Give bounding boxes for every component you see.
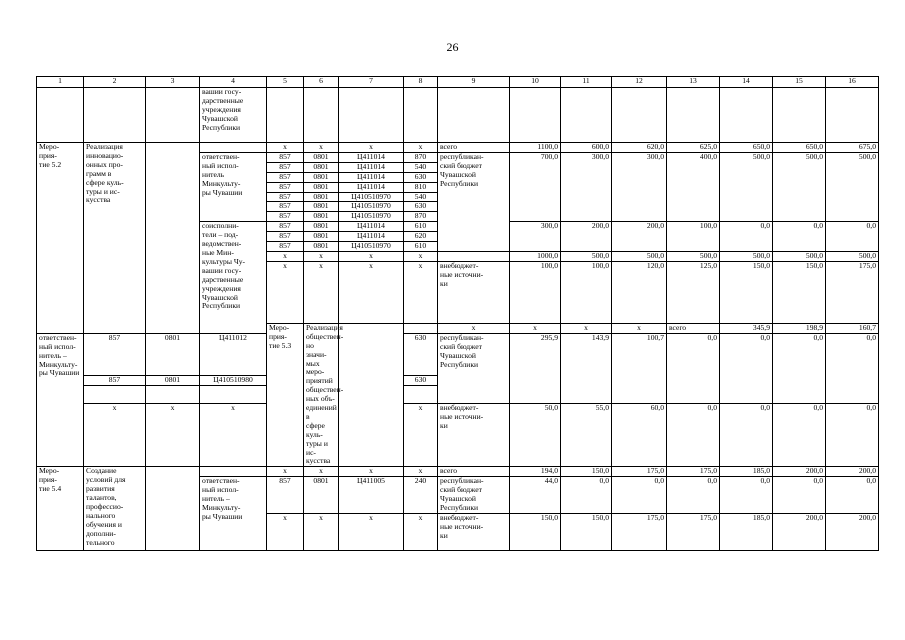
code-cell: Ц411014	[339, 222, 404, 232]
measure-code: Меро- прия- тие 5.2	[37, 143, 84, 334]
code-cell: Ц411012	[200, 333, 267, 376]
code-cell: 810	[404, 182, 438, 192]
value-cell: 0,0	[826, 477, 879, 514]
code-cell: 0801	[146, 376, 200, 386]
value-cell: 600,0	[561, 143, 612, 153]
measure-name: Реализация инновацио- онных про- грамм в сфере куль- туры и ис- кусства	[84, 143, 146, 334]
value-cell: 55,0	[561, 404, 612, 467]
code-cell: 0801	[304, 212, 339, 222]
measure-code: Меро- прия- тие 5.3	[267, 323, 304, 467]
measure-name: Создание условий для развития талантов, профессио- нального обучения и дополни- тельного	[84, 467, 146, 551]
code-cell: 857	[267, 192, 304, 202]
code-cell: x	[304, 467, 339, 477]
code-cell: 0801	[304, 162, 339, 172]
budget-table	[36, 76, 879, 551]
code-cell: 0801	[304, 152, 339, 162]
code-cell: x	[267, 467, 304, 477]
value-cell: 625,0	[667, 143, 720, 153]
value-cell: 60,0	[612, 404, 667, 467]
code-cell: Ц411014	[339, 162, 404, 172]
code-cell: Ц411005	[339, 477, 404, 514]
value-cell: 198,9	[773, 323, 826, 333]
header-cell: 14	[720, 77, 773, 88]
code-cell: 857	[84, 333, 146, 376]
code-cell: 0801	[146, 333, 200, 376]
table-row	[37, 467, 879, 477]
value-cell: 0,0	[826, 333, 879, 404]
code-cell: 0801	[304, 222, 339, 232]
value-cell: 500,0	[826, 152, 879, 221]
code-cell: 857	[267, 242, 304, 252]
value-cell: 0,0	[667, 477, 720, 514]
carry-over-row	[37, 88, 879, 143]
code-cell: x	[339, 514, 404, 551]
value-cell: 200,0	[773, 514, 826, 551]
header-cell: 15	[773, 77, 826, 88]
code-cell: 857	[267, 152, 304, 162]
code-cell: 0801	[304, 232, 339, 242]
code-cell: 630	[404, 172, 438, 182]
code-cell: x	[612, 323, 667, 333]
code-cell: Ц411014	[339, 182, 404, 192]
value-cell: 194,0	[510, 467, 561, 477]
value-cell: 150,0	[773, 261, 826, 323]
value-cell: 0,0	[773, 222, 826, 252]
header-cell: 12	[612, 77, 667, 88]
executor-cell: ответствен- ный испол- нитель Минкульту- ры Чувашии	[200, 152, 267, 221]
header-cell: 2	[84, 77, 146, 88]
value-cell: 44,0	[510, 477, 561, 514]
code-cell: x	[561, 323, 612, 333]
value-cell: 160,7	[826, 323, 879, 333]
header-row	[37, 77, 879, 88]
code-cell: 630	[404, 202, 438, 212]
value-cell: 200,0	[773, 467, 826, 477]
value-cell: 675,0	[826, 143, 879, 153]
source-label: внебюджет- ные источни- ки	[438, 514, 510, 551]
code-cell: Ц410510970	[339, 242, 404, 252]
value-cell: 500,0	[561, 251, 612, 261]
code-cell: 620	[404, 232, 438, 242]
code-cell: x	[267, 143, 304, 153]
code-cell: 857	[267, 232, 304, 242]
code-cell: 630	[404, 376, 438, 386]
header-cell: 4	[200, 77, 267, 88]
header-cell: 6	[304, 77, 339, 88]
value-cell: 500,0	[773, 152, 826, 221]
code-cell: 857	[267, 172, 304, 182]
value-cell: 185,0	[720, 514, 773, 551]
value-cell: 0,0	[612, 477, 667, 514]
value-cell: 0,0	[667, 333, 720, 404]
page-number: 26	[446, 40, 459, 54]
value-cell: 500,0	[826, 251, 879, 261]
value-cell: 175,0	[667, 514, 720, 551]
code-cell: Ц411014	[339, 232, 404, 242]
code-cell: x	[200, 404, 267, 467]
code-cell: 0801	[304, 182, 339, 192]
value-cell: 200,0	[826, 514, 879, 551]
value-cell: 1100,0	[510, 143, 561, 153]
code-cell: 0801	[304, 242, 339, 252]
value-cell: 150,0	[561, 514, 612, 551]
code-cell: Ц410510970	[339, 202, 404, 212]
code-cell: x	[267, 251, 304, 261]
value-cell: 650,0	[773, 143, 826, 153]
value-cell: 200,0	[826, 467, 879, 477]
value-cell: 175,0	[826, 261, 879, 323]
value-cell: 150,0	[720, 261, 773, 323]
value-cell: 0,0	[720, 404, 773, 467]
value-cell: 500,0	[720, 152, 773, 221]
value-cell: 400,0	[667, 152, 720, 221]
code-cell: 610	[404, 242, 438, 252]
code-cell: 0801	[304, 202, 339, 212]
value-cell: 150,0	[510, 514, 561, 551]
value-cell: 125,0	[667, 261, 720, 323]
value-cell: 650,0	[720, 143, 773, 153]
code-cell: Ц410510980	[200, 376, 267, 386]
code-cell: Ц411014	[339, 152, 404, 162]
code-cell: 857	[267, 222, 304, 232]
source-label: всего	[438, 467, 510, 477]
value-cell: 175,0	[612, 514, 667, 551]
header-cell: 9	[438, 77, 510, 88]
header-cell: 3	[146, 77, 200, 88]
code-cell: 857	[267, 202, 304, 212]
header-cell: 16	[826, 77, 879, 88]
code-cell: x	[304, 261, 339, 323]
executor-cell: соисполни- тели – под- ведомствен- ные Мин- культуры Чу- вашии госу- дарственные учреждения Чувашской Республики	[200, 222, 267, 334]
code-cell: x	[304, 251, 339, 261]
code-cell: x	[304, 514, 339, 551]
code-cell: x	[84, 404, 146, 467]
code-cell: x	[404, 143, 438, 153]
code-cell: 0801	[304, 192, 339, 202]
code-cell: x	[404, 261, 438, 323]
code-cell: 540	[404, 162, 438, 172]
measure-code: Меро- прия- тие 5.4	[37, 467, 84, 551]
value-cell: 200,0	[561, 222, 612, 252]
table-row	[37, 404, 879, 467]
value-cell: 500,0	[773, 251, 826, 261]
value-cell: 500,0	[667, 251, 720, 261]
value-cell: 0,0	[773, 404, 826, 467]
source-label: республикан- ский бюджет Чувашской Республики	[438, 477, 510, 514]
source-label: внебюджет- ные источни- ки	[438, 404, 510, 467]
value-cell: 1000,0	[510, 251, 561, 261]
header-cell: 11	[561, 77, 612, 88]
value-cell: 50,0	[510, 404, 561, 467]
value-cell: 200,0	[612, 222, 667, 252]
value-cell: 300,0	[612, 152, 667, 221]
value-cell: 0,0	[561, 477, 612, 514]
value-cell: 0,0	[826, 222, 879, 252]
value-cell: 500,0	[612, 251, 667, 261]
value-cell: 700,0	[510, 152, 561, 221]
value-cell: 295,9	[510, 333, 561, 404]
value-cell: 120,0	[612, 261, 667, 323]
code-cell: x	[339, 251, 404, 261]
value-cell: 100,7	[612, 333, 667, 404]
code-cell: Ц410510970	[339, 192, 404, 202]
code-cell: 540	[404, 192, 438, 202]
value-cell: 300,0	[561, 152, 612, 221]
value-cell: 0,0	[826, 404, 879, 467]
code-cell: Ц410510970	[339, 212, 404, 222]
code-cell: x	[267, 261, 304, 323]
code-cell: x	[438, 323, 510, 333]
value-cell: 100,0	[561, 261, 612, 323]
code-cell: 857	[267, 477, 304, 514]
executor-cell: вашии госу- дарственные учреждения Чувашской Республики	[200, 88, 267, 143]
code-cell: 857	[267, 162, 304, 172]
value-cell: 0,0	[773, 333, 826, 404]
code-cell: 610	[404, 222, 438, 232]
measure-name: Реализация обществен- но значи- мых меро- приятий обществен- ных объ- единений в сфере куль- туры и ис- кусства	[304, 323, 339, 467]
value-cell: 0,0	[720, 333, 773, 404]
value-cell: 0,0	[773, 477, 826, 514]
source-label: республикан- ский бюджет Чувашской Республики	[438, 152, 510, 251]
header-cell: 8	[404, 77, 438, 88]
header-cell: 7	[339, 77, 404, 88]
executor-cell: ответствен- ный испол- нитель – Минкульту- ры Чувашии	[37, 333, 84, 467]
code-cell: x	[339, 143, 404, 153]
code-cell: Ц411014	[339, 172, 404, 182]
source-label: республикан- ский бюджет Чувашской Республики	[438, 333, 510, 404]
code-cell: 0801	[304, 172, 339, 182]
code-cell: x	[339, 261, 404, 323]
header-cell: 5	[267, 77, 304, 88]
value-cell: 100,0	[667, 222, 720, 252]
value-cell: 345,9	[720, 323, 773, 333]
value-cell: 300,0	[510, 222, 561, 252]
code-cell: 240	[404, 477, 438, 514]
code-cell: x	[510, 323, 561, 333]
executor-cell: ответствен- ный испол- нитель – Минкульту- ры Чувашии	[200, 477, 267, 551]
code-cell: x	[146, 404, 200, 467]
value-cell: 100,0	[510, 261, 561, 323]
code-cell: 857	[267, 182, 304, 192]
source-label: всего	[667, 323, 720, 333]
code-cell: 0801	[304, 477, 339, 514]
code-cell: x	[404, 514, 438, 551]
code-cell: x	[267, 514, 304, 551]
value-cell: 185,0	[720, 467, 773, 477]
value-cell: 0,0	[667, 404, 720, 467]
code-cell: x	[404, 467, 438, 477]
value-cell: 0,0	[720, 477, 773, 514]
table-row	[37, 143, 879, 153]
code-cell: x	[404, 404, 438, 467]
code-cell: 870	[404, 152, 438, 162]
value-cell: 150,0	[561, 467, 612, 477]
code-cell: x	[404, 251, 438, 261]
code-cell: 857	[84, 376, 146, 386]
code-cell: 870	[404, 212, 438, 222]
code-cell: 630	[404, 333, 438, 376]
code-cell: 857	[267, 212, 304, 222]
header-cell: 13	[667, 77, 720, 88]
code-cell: x	[304, 143, 339, 153]
header-cell: 10	[510, 77, 561, 88]
table-row	[37, 333, 879, 376]
value-cell: 175,0	[667, 467, 720, 477]
value-cell: 175,0	[612, 467, 667, 477]
source-label: всего	[438, 143, 510, 153]
value-cell: 143,9	[561, 333, 612, 404]
code-cell: x	[339, 467, 404, 477]
value-cell: 620,0	[612, 143, 667, 153]
value-cell: 0,0	[720, 222, 773, 252]
value-cell: 500,0	[720, 251, 773, 261]
header-cell: 1	[37, 77, 84, 88]
source-label: внебюджет- ные источни- ки	[438, 261, 510, 323]
